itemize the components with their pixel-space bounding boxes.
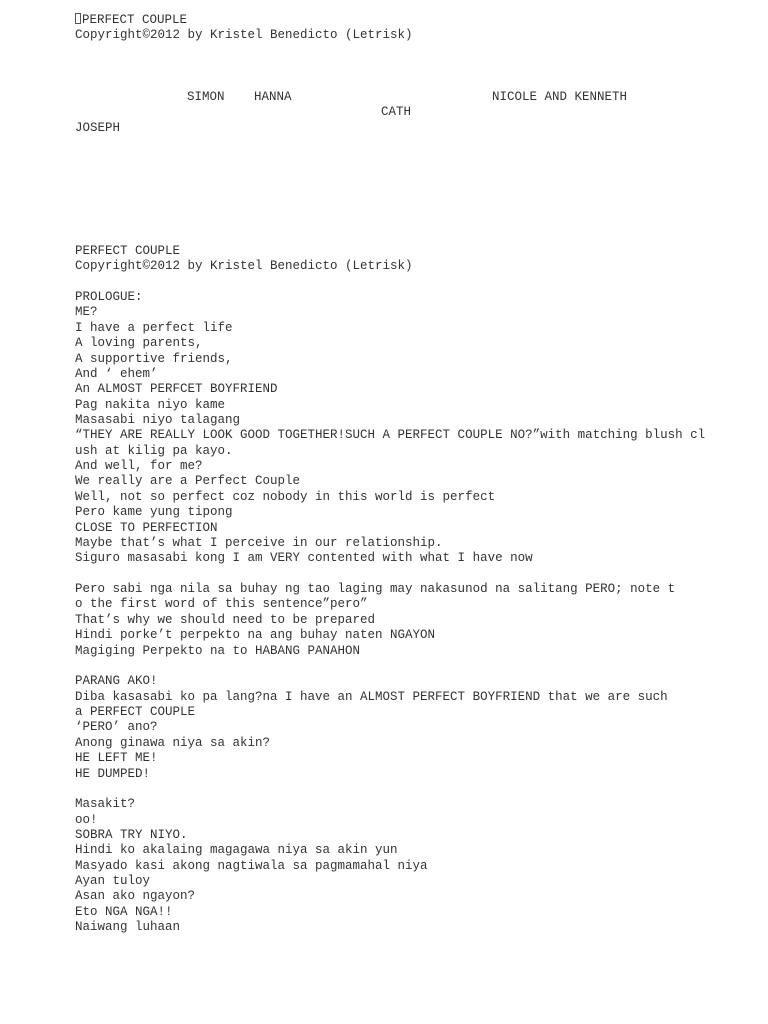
prologue-line: Masasabi niyo talagang <box>75 413 241 427</box>
prologue-line: PROLOGUE: <box>75 290 143 304</box>
prologue-line: a PERFECT COUPLE <box>75 705 196 719</box>
prologue-line: Hindi porke’t perpekto na ang buhay naten NGAYON <box>75 628 436 643</box>
prologue-line: ‘PERO’ ano? <box>75 720 158 735</box>
cover-title: PERFECT COUPLE <box>82 13 188 27</box>
prologue-line: o the first word of this sentence”pero” <box>75 597 368 612</box>
prologue-line: And ‘ ehem’ <box>75 366 158 381</box>
prologue-line: HE LEFT ME! <box>75 751 158 766</box>
section-copyright: Copyright©2012 by Kristel Benedicto (Letrisk) <box>75 259 413 273</box>
prologue-line: PARANG AKO! <box>75 674 158 689</box>
prologue-line: ME? <box>75 305 98 320</box>
prologue-line: Pero sabi nga nila sa buhay ng tao laging may nakasunod na salitang PERO; note t <box>75 582 676 596</box>
prologue-line: oo! <box>75 812 98 827</box>
prologue-line: That’s why we should need to be prepared <box>75 612 376 627</box>
prologue-line: A loving parents, <box>75 336 203 351</box>
prologue-line: Anong ginawa niya sa akin? <box>75 735 271 750</box>
cover-title-line <box>75 13 187 28</box>
prologue-line: And well, for me? <box>75 459 203 474</box>
prologue-line: CLOSE TO PERFECTION <box>75 520 218 535</box>
prologue-line: Asan ako ngayon? <box>75 889 196 904</box>
character-simon: SIMON <box>187 90 225 104</box>
character-joseph: JOSEPH <box>75 121 121 135</box>
prologue-line: Masyado kasi akong nagtiwala sa pagmamahal niya <box>75 858 428 873</box>
prologue-line: HE DUMPED! <box>75 766 151 781</box>
prologue-line: Diba kasasabi ko pa lang?na I have an ALMOST PERFECT BOYFRIEND that we are such <box>75 689 668 704</box>
prologue-line: Hindi ko akalaing magagawa niya sa akin yun <box>75 843 398 858</box>
prologue-line: Maybe that’s what I perceive in our relationship. <box>75 535 443 550</box>
prologue-line: I have a perfect life <box>75 320 233 335</box>
prologue-line: Magiging Perpekto na to HABANG PANAHON <box>75 643 361 658</box>
prologue-line: Well, not so perfect coz nobody in this world is perfect <box>75 489 496 504</box>
prologue-line: Masakit? <box>75 797 136 812</box>
prologue-line: Eto NGA NGA!! <box>75 904 173 919</box>
cover-copyright: Copyright©2012 by Kristel Benedicto (Letrisk) <box>75 28 413 42</box>
character-cath: CATH <box>381 105 412 119</box>
prologue-line: An ALMOST PERFCET BOYFRIEND <box>75 382 278 397</box>
prologue-line: Pero kame yung tipong <box>75 505 233 520</box>
character-hanna: HANNA <box>254 90 292 104</box>
prologue-line: Siguro masasabi kong I am VERY contented with what I have now <box>75 551 533 566</box>
prologue-line: Pag nakita niyo kame <box>75 397 226 412</box>
prologue-line: Naiwang luhaan <box>75 920 181 935</box>
prologue-line: We really are a Perfect Couple <box>75 474 301 489</box>
section-title: PERFECT COUPLE <box>75 244 181 258</box>
prologue-line: ush at kilig pa kayo. <box>75 443 233 458</box>
prologue-line: SOBRA TRY NIYO. <box>75 827 188 842</box>
prologue-line: A supportive friends, <box>75 351 233 366</box>
prologue-line: “THEY ARE REALLY LOOK GOOD TOGETHER!SUCH A PERFECT COUPLE NO?”with matching blush cl <box>75 428 706 443</box>
prologue-line: Ayan tuloy <box>75 874 151 889</box>
missing-glyph-icon <box>75 13 81 24</box>
character-nicole-kenneth: NICOLE AND KENNETH <box>492 90 628 104</box>
